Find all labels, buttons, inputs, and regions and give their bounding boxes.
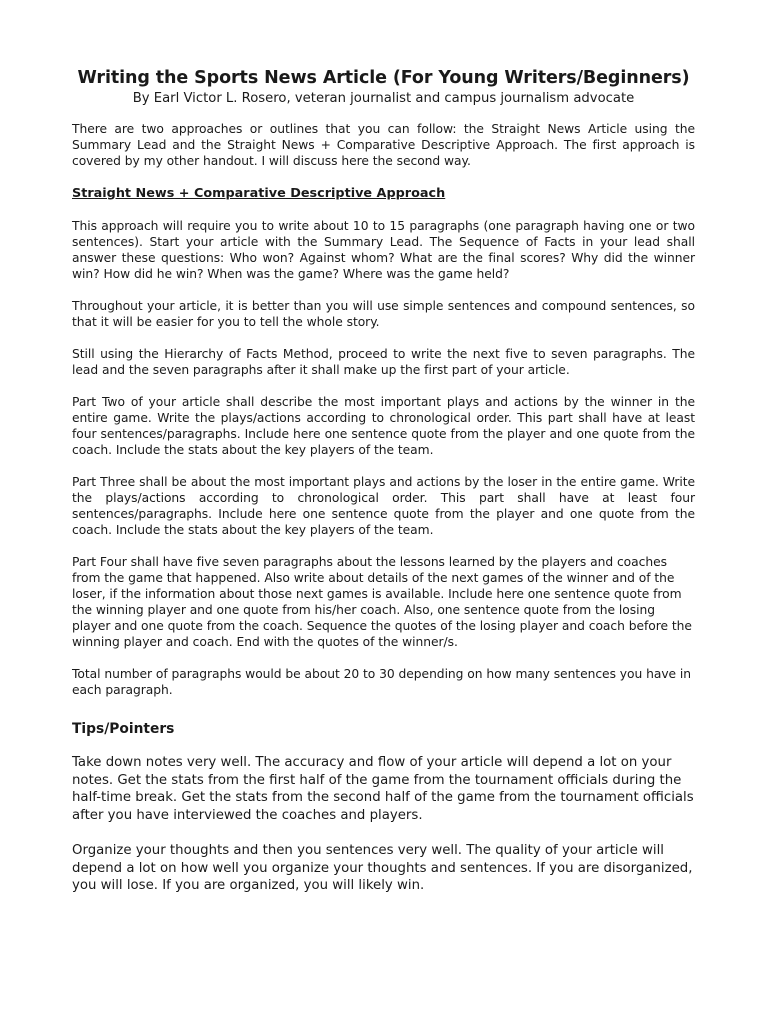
document-byline: By Earl Victor L. Rosero, veteran journalist and campus journalism advocate xyxy=(132,91,635,106)
tip-paragraph: Take down notes very well. The accuracy and flow of your article will depend a lot on your notes. Get the stats from the first half of the game from the tournament officials during the half-time break. Get the stats from the second half of the game from the tournament officials after you have interviewed the coaches and players. xyxy=(72,755,694,823)
tip-paragraph: Organize your thoughts and then you sentences very well. The quality of your article will depend a lot on how well you organize your thoughts and sentences. If you are disorganized, you will lose. If you are organized, you will likely win. xyxy=(72,843,693,893)
body-paragraph: Still using the Hierarchy of Facts Method, proceed to write the next five to seven paragraphs. The lead and the seven paragraphs after it shall make up the first part of your article. xyxy=(72,347,695,377)
body-paragraph: Part Four shall have five seven paragraphs about the lessons learned by the players and coaches from the game that happened. Also write about details of the next games of the winner and of the loser, if the information about those next games is available. Include here one sentence quote from the winning player and one quote from his/her coach. Also, one sentence quote from the losing player and one quote from the coach. Sequence the quotes of the losing player and coach before the winning player and coach. End with the quotes of the winner/s. xyxy=(72,555,692,649)
body-paragraph: This approach will require you to write about 10 to 15 paragraphs (one paragraph having one or two sentences). Start your article with the Summary Lead. The Sequence of Facts in your lead shall answer these questions: Who won? Against whom? What are the final scores? Why did the winner win? How did he win? When was the game? Where was the game held? xyxy=(72,219,695,281)
document-title: Writing the Sports News Article (For Young Writers/Beginners) xyxy=(77,68,690,88)
body-paragraph: Total number of paragraphs would be about 20 to 30 depending on how many sentences you have in each paragraph. xyxy=(72,667,692,697)
body-paragraph: Part Two of your article shall describe the most important plays and actions by the winner in the entire game. Write the plays/actions according to chronological order. This part shall have at least four sentences/paragraphs. Include here one sentence quote from the player and one quote from the coach. Include the stats about the key players of the team. xyxy=(72,395,695,457)
body-paragraph: Throughout your article, it is better than you will use simple sentences and compound sentences, so that it will be easier for you to tell the whole story. xyxy=(72,299,695,329)
intro-paragraph: There are two approaches or outlines that you can follow: the Straight News Article using the Summary Lead and the Straight News + Comparative Descriptive Approach. The first approach is covered by my other handout. I will discuss here the second way. xyxy=(72,122,695,168)
tips-heading: Tips/Pointers xyxy=(72,721,175,737)
body-paragraph: Part Three shall be about the most important plays and actions by the loser in the entire game. Write the plays/actions according to chronological order. This part shall have at least four sentences/paragraphs. Include here one sentence quote from the player and one quote from the coach. Include the stats about the key players of the team. xyxy=(72,475,695,537)
section-heading: Straight News + Comparative Descriptive Approach xyxy=(72,186,446,201)
